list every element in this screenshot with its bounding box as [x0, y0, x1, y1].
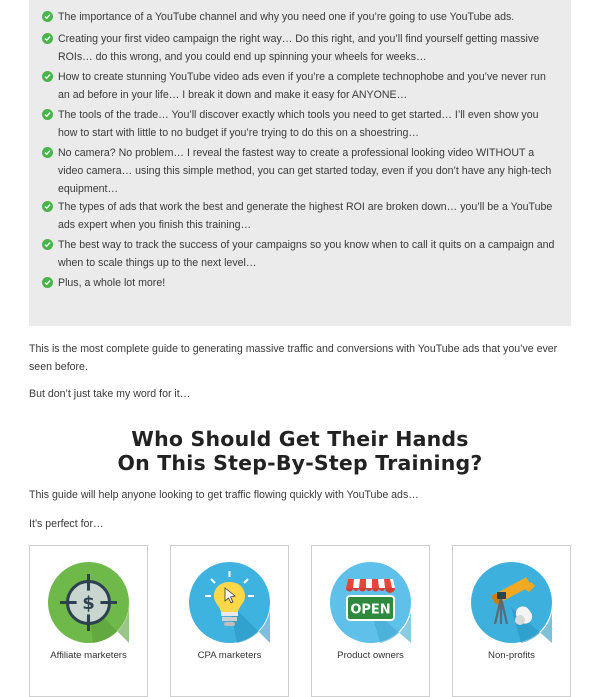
checkmark-icon — [42, 109, 53, 120]
benefit-text: The tools of the trade… You’ll discover exactly which tools you need to get started… I’ll even show you how to start with little to no budget if you’re trying to do this on a shoestring… — [58, 109, 539, 139]
benefit-text: How to create stunning YouTube video ads even if you’re a complete technophobe and you’ve never run an ad before in your life… I break it down and make it easy for ANYONE… — [58, 71, 546, 101]
open-sign-icon — [330, 562, 411, 643]
benefit-item — [56, 144, 556, 198]
benefits-panel — [29, 0, 571, 326]
card-product-owners — [311, 545, 430, 697]
section-heading-line-1: Who Should Get Their Hands — [131, 427, 469, 451]
svg-text:$: $ — [82, 593, 95, 614]
checkmark-icon — [42, 277, 53, 288]
card-label: Product owners — [337, 650, 404, 661]
benefit-item — [56, 68, 556, 104]
benefit-text: The importance of a YouTube channel and why you need one if you’re going to use YouTube ads. — [58, 11, 515, 23]
card-cpa-marketers — [170, 545, 289, 697]
section-paragraph: This guide will help anyone looking to get traffic flowing quickly with YouTube ads… — [29, 489, 419, 501]
checkmark-icon — [42, 11, 53, 22]
benefit-item — [56, 236, 556, 272]
svg-text:OPEN: OPEN — [350, 602, 391, 618]
construction-tools-icon — [471, 562, 552, 643]
benefit-item — [56, 8, 556, 26]
card-label: Affiliate marketers — [50, 650, 127, 661]
section-heading-line-2: On This Step-By-Step Training? — [117, 451, 483, 475]
checkmark-icon — [42, 33, 53, 44]
dollar-target-icon — [48, 562, 129, 643]
card-affiliate-marketers — [29, 545, 148, 697]
checkmark-icon — [42, 147, 53, 158]
card-non-profits — [452, 545, 571, 697]
checkmark-icon — [42, 201, 53, 212]
benefit-text: No camera? No problem… I reveal the fastest way to create a professional looking video WITHOUT a video camera… using this simple method, you can get started today, even if you don’t have any high-tech equipment… — [58, 147, 552, 195]
audience-cards — [29, 545, 571, 683]
benefit-text: Plus, a whole lot more! — [58, 277, 166, 289]
card-label: Non-profits — [488, 650, 535, 661]
checkmark-icon — [42, 71, 53, 82]
benefit-text: The types of ads that work the best and generate the highest ROI are broken down… you’ll be a YouTube ads expert when you finish this training… — [58, 201, 553, 231]
section-paragraph-2: It’s perfect for… — [29, 518, 104, 530]
benefit-text: The best way to track the success of your campaigns so you know when to call it quits on a campaign and when to scale things up to the next level… — [58, 239, 555, 269]
lightbulb-cursor-icon — [189, 562, 270, 643]
checkmark-icon — [42, 239, 53, 250]
intro-paragraph: This is the most complete guide to generating massive traffic and conversions with YouTube ads that you’ve ever seen before. — [29, 343, 558, 373]
benefit-item — [56, 30, 556, 66]
benefit-text: Creating your first video campaign the right way… Do this right, and you’ll find yourself getting massive ROIs… do this wrong, and you could end up spinning your wheels for weeks… — [58, 33, 540, 63]
benefit-item — [56, 198, 556, 234]
benefit-item — [56, 274, 556, 292]
intro-paragraph-2: But don’t just take my word for it… — [29, 388, 191, 400]
card-label: CPA marketers — [197, 650, 262, 661]
benefit-item — [56, 106, 556, 142]
section-heading — [0, 427, 600, 475]
